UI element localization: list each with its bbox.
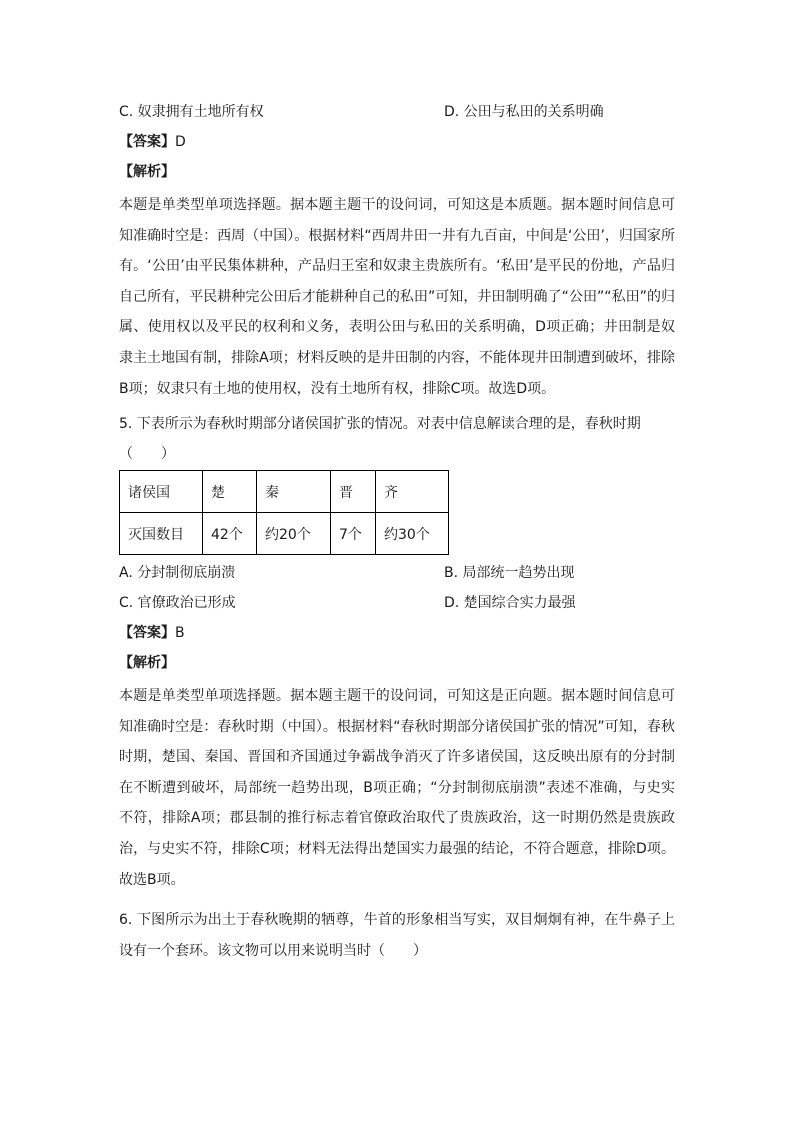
q5-answer-value: B [175, 625, 185, 641]
q5-analysis-text: 本题是单类型单项选择题。据本题主题干的设问词，可知这是正向题。据本题时间信息可知准确时空是：春秋时期（中国）。根据材料“春秋时期部分诸侯国扩张的情况”可知，春秋时期，楚国、秦国、晋国和齐国通过争霸战争消灭了许多诸侯国，这反映出原有的分封制在不断遭到破坏，局部统一趋势出现，B项正确；“分封制彻底崩溃”表述不准确，与史实不符，排除A项；郡县制的推行标志着官僚政治取代了贵族政治，这一时期仍然是贵族政治，与史实不符，排除C项；材料无法得出楚国实力最强的结论，不符合题意，排除D项。故选B项。 [119, 688, 675, 888]
q5-answer-label: 【答案】 [119, 625, 175, 641]
table-cell: 齐 [376, 471, 449, 513]
table-cell: 7个 [331, 513, 376, 555]
q5-analysis-label: 【解析】 [119, 655, 175, 671]
table-cell: 晋 [331, 471, 376, 513]
table-cell: 灭国数目 [120, 513, 203, 555]
table-cell: 诸侯国 [120, 471, 203, 513]
q4-answer-value: D [175, 134, 186, 150]
table-cell: 42个 [203, 513, 257, 555]
q5-answer [119, 623, 185, 643]
q6-stem: 6. 下图所示为出土于春秋晚期的牺尊，牛首的形象相当写实，双目炯炯有神，在牛鼻子上设有一个套环。该文物可以用来说明当时（ ） [119, 912, 675, 959]
q4-option-d: D. 公田与私田的关系明确 [444, 104, 604, 120]
q4-option-c: C. 奴隶拥有土地所有权 [119, 104, 264, 120]
q4-answer-label: 【答案】 [119, 134, 175, 150]
table-cell: 约20个 [257, 513, 331, 555]
q4-analysis-label: 【解析】 [119, 164, 175, 180]
q5-option-b: B. 局部统一趋势出现 [444, 565, 575, 581]
table-header-row [120, 471, 449, 513]
table-cell: 楚 [203, 471, 257, 513]
q5-kingdom-table [119, 470, 449, 555]
q5-stem-line2: （ ） [119, 446, 175, 462]
q4-analysis-text: 本题是单类型单项选择题。据本题主题干的设问词，可知这是本质题。据本题时间信息可知准确时空是：西周（中国）。根据材料“西周井田一井有九百亩，中间是‘公田’，归国家所有。‘公田’由平民集体耕种，产品归王室和奴隶主贵族所有。‘私田’是平民的份地，产品归自己所有，平民耕种完公田后才能耕种自己的私田”可知，井田制明确了“公田”“私田”的归属、使用权以及平民的权利和义务，表明公田与私田的关系明确，D项正确；井田制是奴隶主土地国有制，排除A项；材料反映的是井田制的内容，不能体现井田制遭到破坏，排除B项；奴隶只有土地的使用权，没有土地所有权，排除C项。故选D项。 [119, 197, 675, 397]
q4-answer [119, 132, 186, 152]
q5-option-c: C. 官僚政治已形成 [119, 595, 236, 611]
q5-option-a: A. 分封制彻底崩溃 [119, 565, 236, 581]
table-cell: 秦 [257, 471, 331, 513]
table-cell: 约30个 [376, 513, 449, 555]
q5-stem-line1: 5. 下表所示为春秋时期部分诸侯国扩张的情况。对表中信息解读合理的是，春秋时期 [119, 416, 641, 432]
table-row [120, 513, 449, 555]
q5-option-d: D. 楚国综合实力最强 [444, 595, 576, 611]
